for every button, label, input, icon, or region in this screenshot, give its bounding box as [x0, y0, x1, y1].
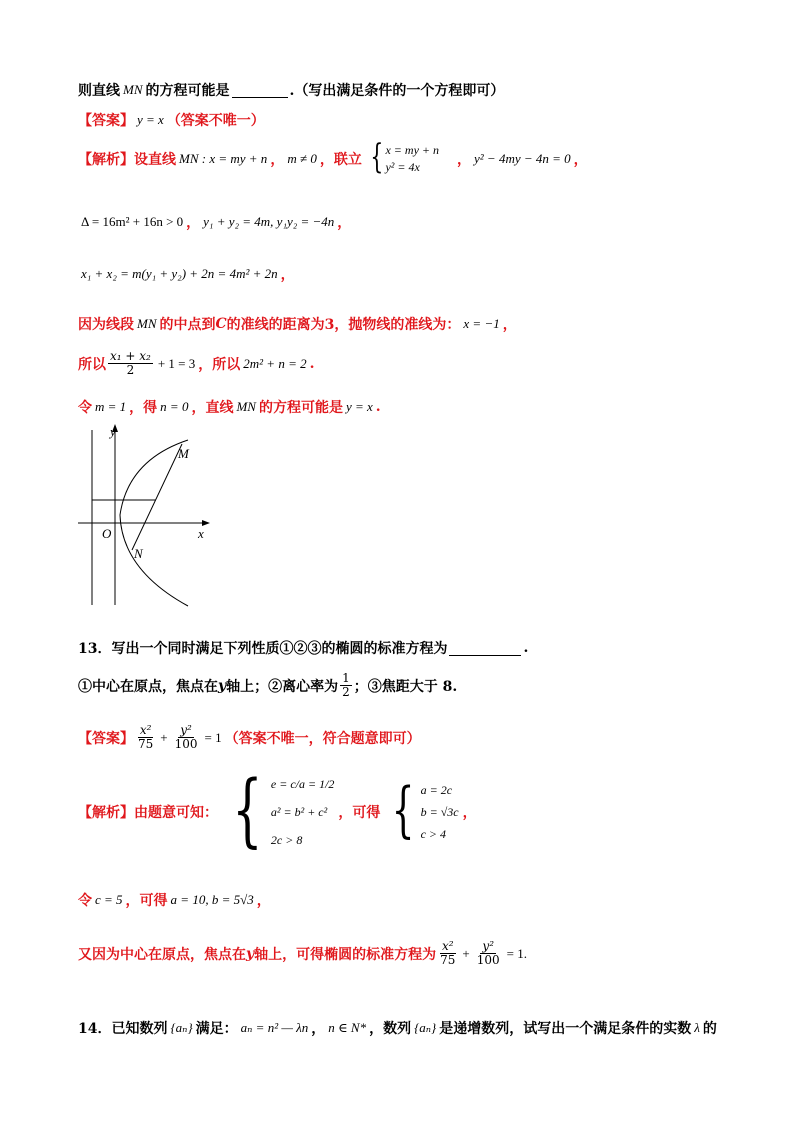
- q12-stem: 则直线 MN 的方程可能是 .（写出满足条件的一个方程即可）: [78, 82, 505, 99]
- q12-analysis-2: Δ = 16m² + 16n > 0 ， y₁ + y₂ = 4m, y₁y₂ = −4n ，: [81, 214, 352, 231]
- label-y: y: [110, 424, 116, 439]
- q12-analysis-3: x₁ + x₂ = m(y₁ + y₂) + 2n = 4m² + 2n ，: [81, 266, 295, 283]
- parabola-figure: [70, 420, 220, 610]
- fraction: $\frac{1}{2}$: [342, 671, 350, 699]
- q12-analysis-4: 因为线段 MN 的中点到 C 的准线的距离为3，抛物线的准线为： x = −1 ，: [78, 316, 517, 333]
- q13-analysis-1: 【解析】 由题意可知： { e = c/a = 1/2 a² = b² + c² 2c > 8 ，可得 { a = 2c b = √3c c > 4 ，: [78, 763, 477, 856]
- q12-analysis-5: 所以 $\frac{\text{x₁ + x₂}}{2}$ + 1 = 3 ，所以 2m² + n = 2 .: [78, 349, 315, 377]
- math-mn: MN: [123, 82, 143, 97]
- equation-system: { x = my + n y² = 4x: [370, 137, 439, 177]
- label-o: O: [102, 526, 112, 541]
- chord-mn: [132, 444, 182, 550]
- answer-blank: [449, 641, 521, 656]
- equation-system: { a = 2c b = √3c c > 4: [392, 775, 459, 845]
- q13-answer: 【答案】 $\frac{\text{x²}}{75}$ + $\frac{\text{y²}}{100}$ = 1 （答案不唯一，符合题意即可）: [78, 723, 421, 751]
- q13-stem: 13．写出一个同时满足下列性质①②③的椭圆的标准方程为 .: [78, 640, 529, 657]
- label-n: N: [134, 546, 143, 561]
- q13-analysis-3: 又因为中心在原点，焦点在 y 轴上，可得椭圆的标准方程为 $\frac{\text{x²}}{75}$ + $\frac{\text{y²}}{100}$ = 1.: [78, 939, 528, 967]
- answer-blank: [232, 83, 288, 98]
- q14-stem: 14．已知数列 {aₙ} 满足： aₙ = n² — λn ， n ∈ N* ，数列 {aₙ} 是递增数列，试写出一个满足条件的实数 λ 的: [78, 1020, 717, 1037]
- math-answer: y = x: [137, 112, 164, 127]
- label-x: x: [198, 526, 204, 541]
- q12-analysis-6: 令 m = 1 ，得 n = 0 ，直线 MN 的方程可能是 y = x .: [78, 399, 381, 416]
- fraction: $\frac{\text{x₁ + x₂}}{2}$: [110, 349, 151, 377]
- q12-analysis-1: 【解析】 设直线 MN : x = my + n ， m ≠ 0 ，联立 { x = my + n y² = 4x ， y² − 4my − 4n = 0 ，: [78, 137, 588, 177]
- q12-answer: 【答案】 y = x （答案不唯一）: [78, 112, 265, 129]
- label-m: M: [178, 446, 189, 461]
- q13-analysis-2: 令 c = 5 ，可得 a = 10, b = 5√3 ，: [78, 892, 271, 909]
- q13-properties: ①中心在原点，焦点在 y 轴上；②离心率为 $\frac{1}{2}$ ；③焦距大于 8.: [78, 671, 458, 699]
- equation-system: { e = c/a = 1/2 a² = b² + c² 2c > 8: [232, 763, 335, 856]
